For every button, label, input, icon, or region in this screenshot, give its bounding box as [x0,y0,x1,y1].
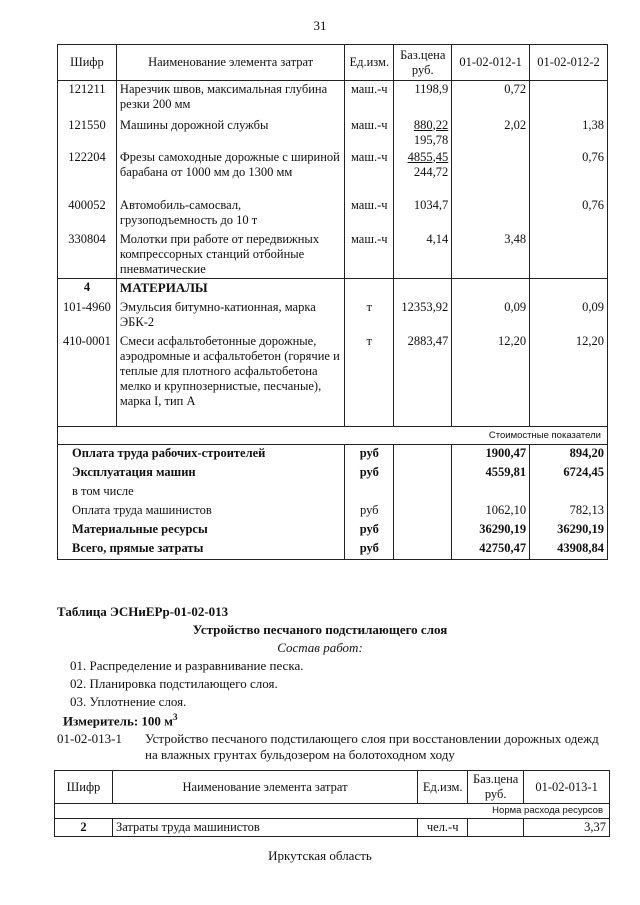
meter-sup: 3 [173,712,178,722]
row-code: 2 [55,819,113,837]
row-price: 2883,47 [394,333,452,427]
work-item: 01. Распределение и разравнивание песка. [70,658,304,673]
row-name: Машины дорожной службы [116,117,344,149]
row-unit: маш.-ч [345,197,394,231]
total-unit: руб [345,540,394,560]
total-value-1: 4559,81 [452,464,530,483]
row-value-1: 3,37 [524,819,610,837]
total-unit: руб [345,521,394,540]
table-row [58,299,608,333]
price-secondary: 244,72 [413,164,449,179]
meter-label: Измеритель: 100 $м^3$ [63,712,178,729]
total-label: Всего, прямые затраты [58,540,345,560]
total-label: Материальные ресурсы [58,521,345,540]
work-item: 02. Планировка подстилающего слоя. [70,676,278,691]
row-value-2: 0,76 [530,197,608,231]
total-value-2: 36290,19 [530,521,608,540]
header-price: Баз.цена руб. [468,771,524,804]
total-label: Оплата труда рабочих-строителей [58,445,345,464]
header-unit: Ед.изм. [418,771,468,804]
row-unit: маш.-ч [345,231,394,279]
header-code: Шифр [55,771,113,804]
total-value-1: 42750,47 [452,540,530,560]
table-header-row [55,771,610,804]
row-unit: маш.-ч [345,117,394,149]
header-col1: 01-02-012-1 [452,45,530,81]
total-label: Оплата труда машинистов [58,502,345,521]
row-value-1: 0,09 [452,299,530,333]
price-primary: 880,22 [413,117,449,132]
norm-caption: Норма расхода ресурсов [55,804,610,819]
total-row [58,445,608,464]
row-unit: маш.-ч [345,149,394,197]
header-code: Шифр [58,45,117,81]
row-name: Эмульсия битумно-катионная, марка ЭБК-2 [116,299,344,333]
row-value-1: 3,48 [452,231,530,279]
description-code: 01-02-013-1 [57,731,122,746]
section-title: МАТЕРИАЛЫ [116,279,344,299]
row-value-2: 0,09 [530,299,608,333]
table-row [58,333,608,427]
total-value-1: 1900,47 [452,445,530,464]
header-col2: 01-02-012-2 [530,45,608,81]
resource-table-01-02-012 [57,44,608,560]
description-text: Устройство песчаного подстилающего слоя при восстановлении дорожных одежд на влажных грунтах бульдозером на болотоходном ходу [145,731,599,762]
total-value-1: 1062,10 [452,502,530,521]
total-value-2: 894,20 [530,445,608,464]
row-unit: т [345,299,394,333]
total-value-2: 6724,45 [530,464,608,483]
work-item: 03. Уплотнение слоя. [70,694,187,709]
row-unit: т [345,333,394,427]
cost-caption-row [58,427,608,445]
row-value-2: 0,76 [530,149,608,197]
row-value-2: 12,20 [530,333,608,427]
table-row [55,819,610,837]
table-header-row [58,45,608,81]
row-name: Затраты труда машинистов [112,819,417,837]
table-row [58,197,608,231]
total-label: Эксплуатация машин [58,464,345,483]
total-row [58,502,608,521]
row-value-2 [530,231,608,279]
total-label: в том числе [58,483,345,502]
row-code: 410-0001 [58,333,117,427]
section-row [58,279,608,299]
price-secondary: 195,78 [413,132,449,147]
section-heading: Устройство песчаного подстилающего слоя [192,622,448,637]
header-col1: 01-02-013-1 [524,771,610,804]
table-row [58,231,608,279]
row-value-1: 2,02 [452,117,530,149]
row-price [394,117,452,149]
row-value-1: 0,72 [452,81,530,117]
row-unit: маш.-ч [345,81,394,117]
total-value-2: 782,13 [530,502,608,521]
row-price: 1034,7 [394,197,452,231]
resource-table-01-02-013 [54,770,610,837]
total-row [58,540,608,560]
row-name: Автомобиль-самосвал, грузоподъемность до 10 т [116,197,344,231]
header-name: Наименование элемента затрат [116,45,344,81]
row-price: 12353,92 [394,299,452,333]
total-row [58,521,608,540]
table-row [58,81,608,117]
table-row [58,117,608,149]
row-value-2 [530,81,608,117]
total-value-2: 43908,84 [530,540,608,560]
price-primary: 4855,45 [407,149,449,164]
row-value-1 [452,149,530,197]
total-row [58,464,608,483]
row-value-2: 1,38 [530,117,608,149]
cost-caption: Стоимостные показатели [58,427,608,445]
row-name: Смеси асфальтобетонные дорожные, аэродромные и асфальтобетон (горячие и теплые для плотного асфальтобетона мелко и крупнозернистые, песчаные), марка I, тип А [116,333,344,427]
total-value-1: 36290,19 [452,521,530,540]
norm-caption-row [55,804,610,819]
section-number: 4 [58,279,117,299]
row-unit: чел.-ч [418,819,468,837]
header-name: Наименование элемента затрат [112,771,417,804]
row-name: Молотки при работе от передвижных компрессорных станций отбойные пневматические [116,231,344,279]
table-title: Таблица ЭСНиЕРр-01-02-013 [57,604,229,619]
row-code: 121550 [58,117,117,149]
header-price: Баз.цена руб. [394,45,452,81]
total-unit: руб [345,464,394,483]
row-code: 122204 [58,149,117,197]
work-title: Состав работ: [277,640,363,655]
row-code: 400052 [58,197,117,231]
total-row [58,483,608,502]
footer-region: Иркутская область [268,848,372,863]
header-unit: Ед.изм. [345,45,394,81]
row-value-1 [452,197,530,231]
row-price: 1198,9 [394,81,452,117]
row-price [394,149,452,197]
row-code: 121211 [58,81,117,117]
page-number: 31 [313,18,327,33]
row-price: 4,14 [394,231,452,279]
row-code: 330804 [58,231,117,279]
total-unit: руб [345,502,394,521]
table-row [58,149,608,197]
row-code: 101-4960 [58,299,117,333]
row-name: Нарезчик швов, максимальная глубина резки 200 мм [116,81,344,117]
row-value-1: 12,20 [452,333,530,427]
total-unit: руб [345,445,394,464]
row-name: Фрезы самоходные дорожные с шириной барабана от 1000 мм до 1300 мм [116,149,344,197]
